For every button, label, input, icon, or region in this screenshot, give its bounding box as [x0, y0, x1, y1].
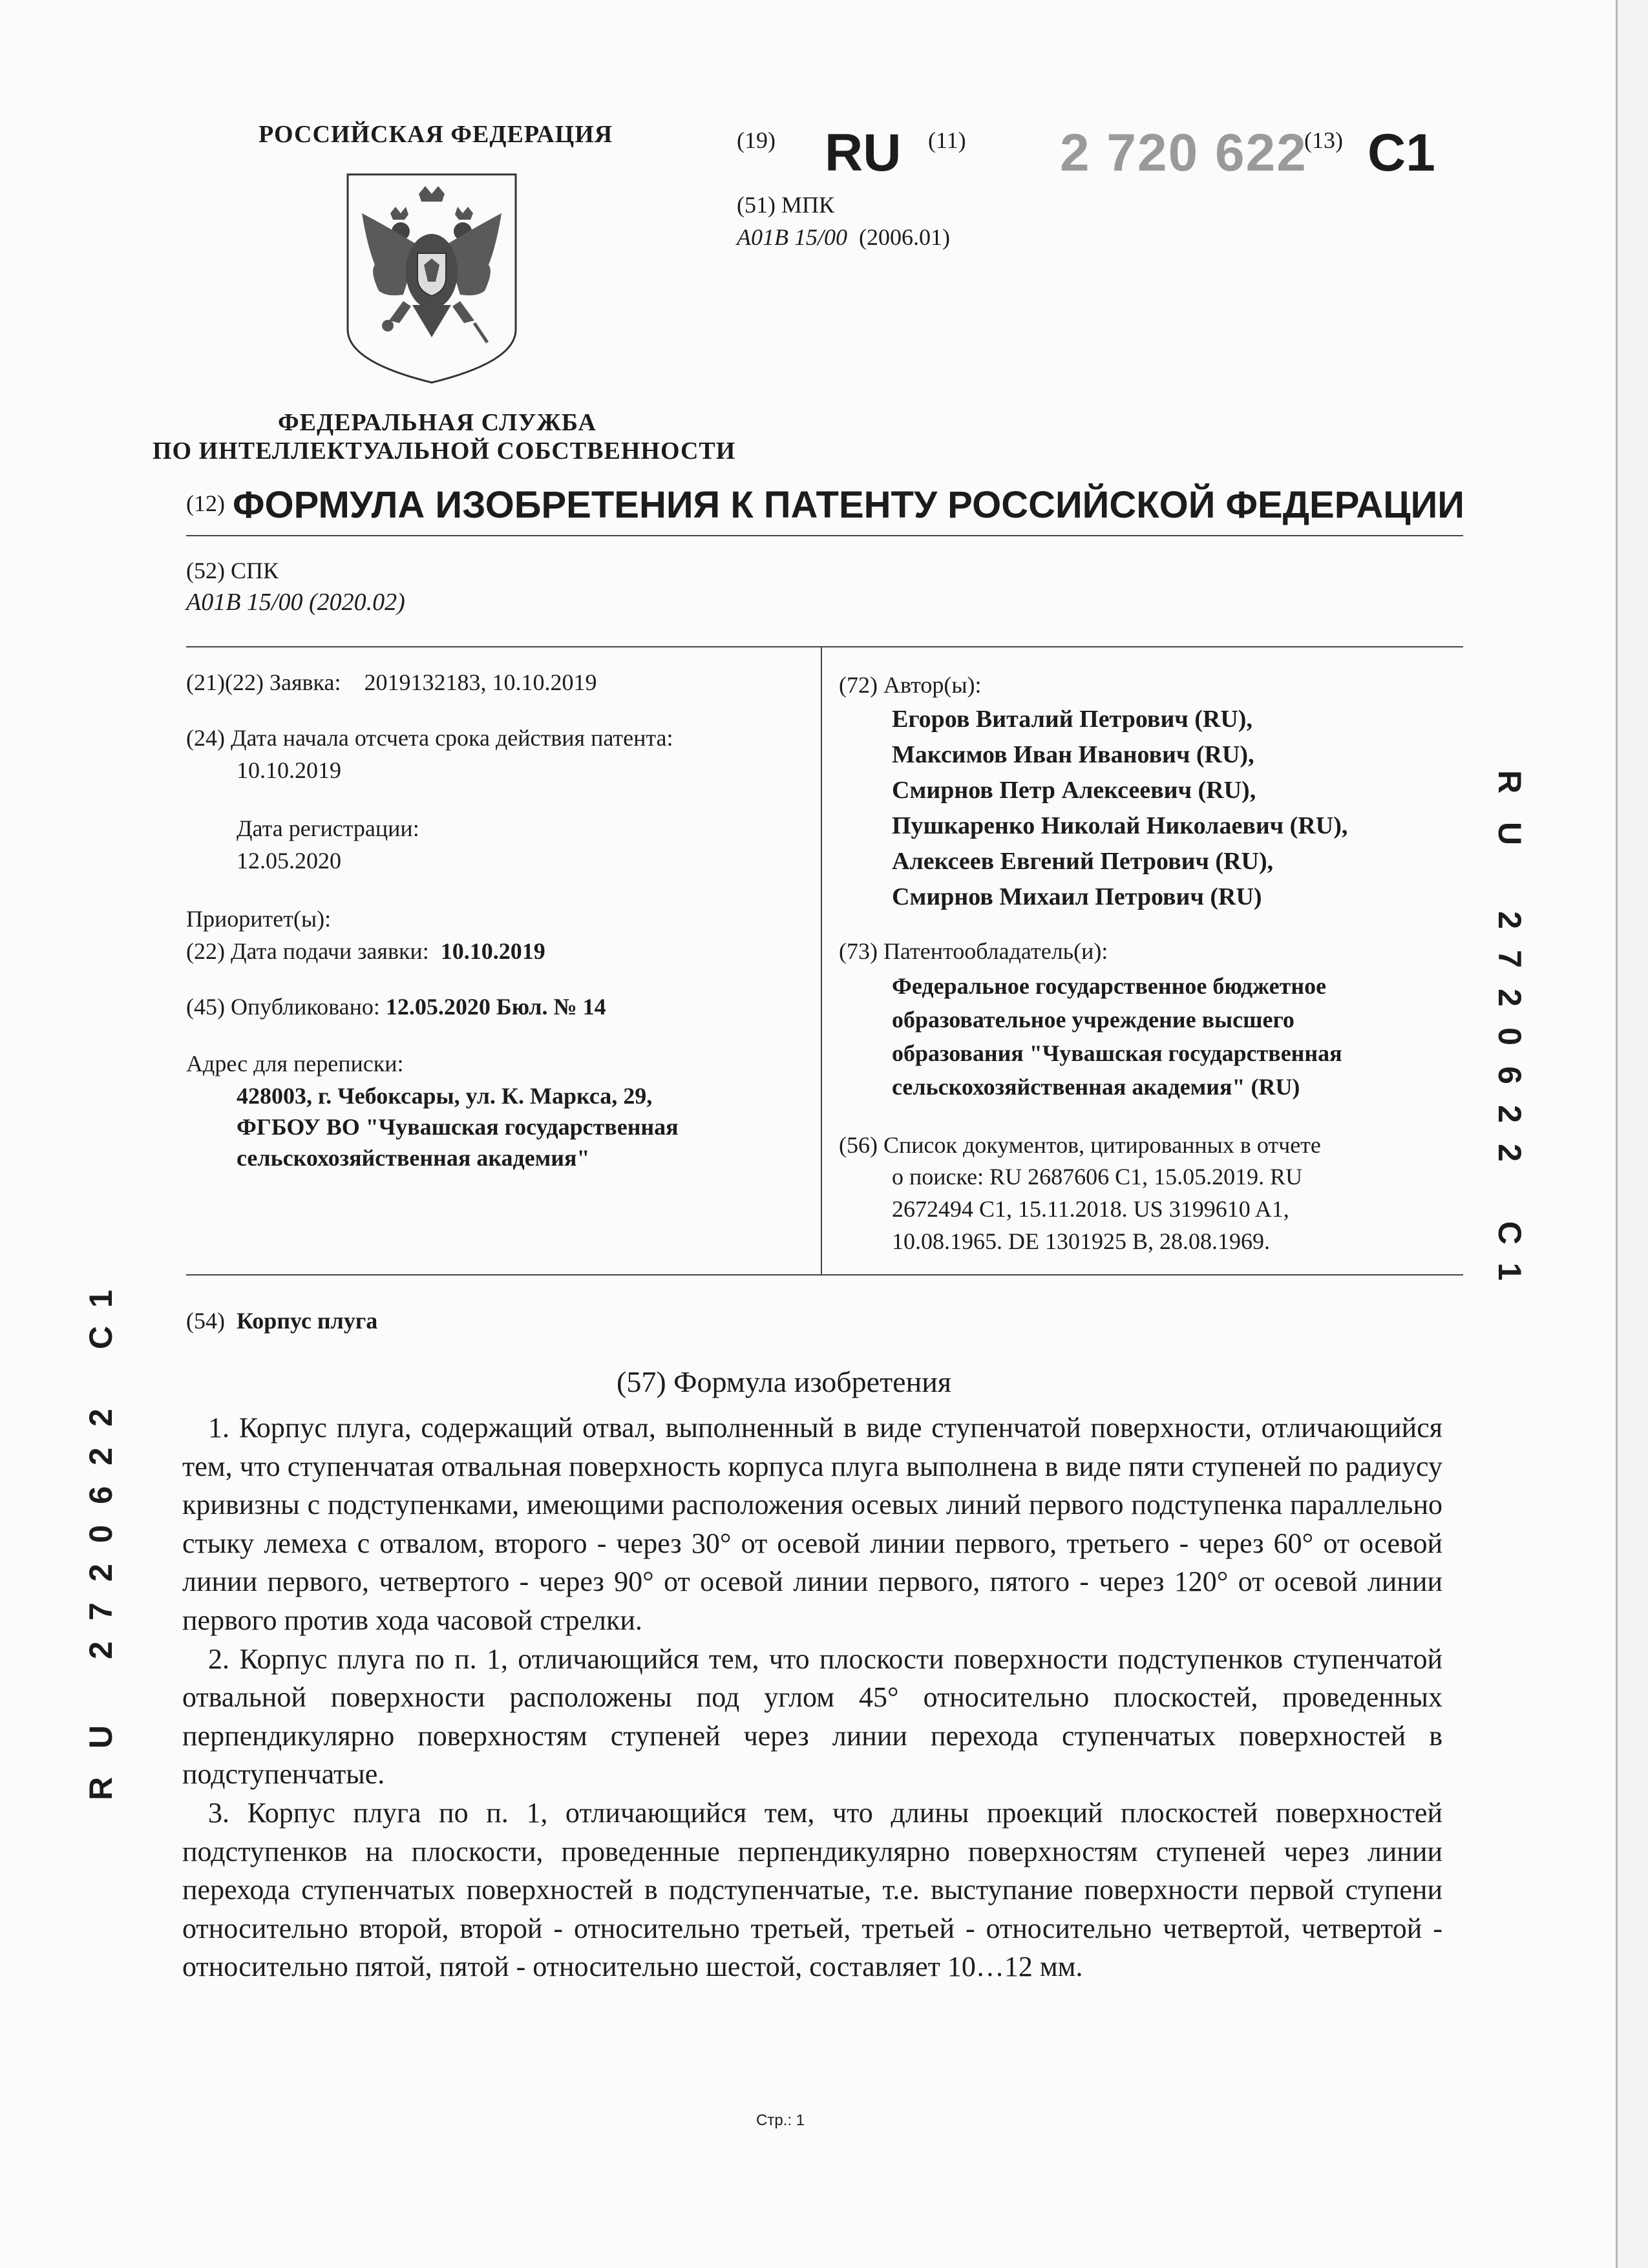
mpk-value: [737, 224, 950, 251]
inid-code-11: (11): [928, 127, 966, 153]
service-name-line2: ПО ИНТЕЛЛЕКТУАЛЬНОЙ СОБСТВЕННОСТИ: [153, 437, 736, 465]
published-row: [186, 991, 606, 1022]
address-block: [237, 1080, 679, 1173]
author-name: Смирнов Петр Алексеевич (RU),: [892, 777, 1256, 804]
spk-value: A01B 15/00 (2020.02): [186, 589, 405, 616]
application-row: [186, 667, 597, 698]
document-title: ФОРМУЛА ИЗОБРЕТЕНИЯ К ПАТЕНТУ РОССИЙСКОЙ ФЕДЕРАЦИИ: [233, 484, 1464, 526]
author-name: Пушкаренко Николай Николаевич (RU),: [892, 812, 1348, 839]
cited-line: о поиске: RU 2687606 C1, 15.05.2019. RU: [892, 1164, 1303, 1190]
side-char: 2: [1492, 911, 1528, 929]
start-date-value: 10.10.2019: [237, 757, 341, 783]
side-char: 2: [83, 1409, 119, 1427]
column-divider: [821, 646, 822, 1276]
owner-line: образовательное учреждение высшего: [892, 1007, 1294, 1033]
coat-of-arms-emblem: [341, 168, 522, 388]
author-name: Алексеев Евгений Петрович (RU),: [892, 848, 1274, 875]
side-char: 2: [1492, 1144, 1528, 1162]
mpk-year: (2006.01): [858, 224, 950, 250]
published-label: (45) Опубликовано:: [186, 994, 380, 1020]
cited-label: (56) Список документов, цитированных в отчете: [839, 1132, 1321, 1158]
invention-row: [186, 1305, 377, 1336]
application-value: 2019132183, 10.10.2019: [364, 669, 597, 695]
published-value: 12.05.2020 Бюл. № 14: [385, 994, 606, 1020]
side-char: U: [1492, 821, 1528, 846]
country-name: РОССИЙСКАЯ ФЕДЕРАЦИЯ: [259, 121, 613, 148]
side-char: 1: [83, 1290, 119, 1308]
spk-label: (52) СПК: [186, 558, 279, 583]
kind-code: C1: [1368, 123, 1435, 182]
side-number-right: [1484, 762, 1536, 1291]
country-code: RU: [825, 123, 902, 182]
owner-line: Федеральное государственное бюджетное: [892, 973, 1327, 999]
author-name: Смирнов Михаил Петрович (RU): [892, 883, 1262, 910]
mpk-class: A01B 15/00: [737, 224, 847, 250]
owner-block: [892, 969, 1342, 1104]
author-name: Егоров Виталий Петрович (RU),: [892, 706, 1252, 733]
filing-label: (22) Дата подачи заявки:: [186, 938, 429, 964]
inid-code-13: (13): [1304, 127, 1343, 153]
claims-text: [182, 1409, 1442, 1986]
claims-title: (57) Формула изобретения: [617, 1365, 951, 1398]
cited-line: 10.08.1965. DE 1301925 B, 28.08.1969.: [892, 1228, 1270, 1254]
patent-number: 2 720 622: [1060, 123, 1307, 182]
filing-row: [186, 936, 545, 967]
registration-label: Дата регистрации:: [237, 815, 419, 841]
title-code: (12): [186, 490, 225, 516]
owner-line: сельскохозяйственная академия" (RU): [892, 1074, 1300, 1100]
side-char: 0: [1492, 1027, 1528, 1045]
claim-1: 1. Корпус плуга, содержащий отвал, выполненный в виде ступенчатой поверхности, отличающийся тем, что ступенчатая отвальная поверхность корпуса плуга выполнена в виде пяти ступеней по радиусу кривизны с подступенками, имеющими расположения осевых линий первого подступенка параллельно стыку лемеха с отвалом, второго - через 30° от осевой линии первого, третьего - через 60° от осевой линии первого, четвертого - через 90° от осевой линии первого, пятого - через 120° от осевой линии первого против хода часовой стрелки.: [182, 1412, 1442, 1636]
invention-code: (54): [186, 1308, 225, 1334]
invention-name: Корпус плуга: [236, 1308, 378, 1334]
page-number: Стр.: 1: [756, 2112, 805, 2129]
side-number-left: [75, 1279, 127, 1808]
address-line: 428003, г. Чебоксары, ул. К. Маркса, 29,: [237, 1083, 653, 1109]
section-rule-top: [186, 646, 1463, 647]
side-char: 2: [83, 1447, 119, 1465]
side-char: 7: [83, 1602, 119, 1621]
cited-block: [892, 1160, 1302, 1257]
mpk-label: (51) МПК: [737, 192, 834, 218]
service-name-line1: ФЕДЕРАЛЬНАЯ СЛУЖБА: [278, 409, 597, 436]
side-char: C: [83, 1325, 119, 1350]
title-rule: [186, 535, 1463, 536]
side-char: R: [1492, 770, 1528, 794]
side-gap: [75, 1670, 127, 1717]
side-char: 2: [83, 1564, 119, 1582]
author-name: Максимов Иван Иванович (RU),: [892, 741, 1254, 768]
claim-3: 3. Корпус плуга по п. 1, отличающийся тем, что длины проекций плоскостей поверхностей подступенков на плоскости, проведенные перпендикулярно поверхностям ступеней через линии перехода ступенчатых поверхностей в подступенчатые, т.е. выступание поверхности первой ступени относительно второй, второй - относительно третьей, третьей - относительно четвертой, четвертой - относительно пятой, пятой - относительно шестой, составляет 10…12 мм.: [182, 1796, 1442, 1983]
side-char: R: [83, 1776, 119, 1801]
filing-value: 10.10.2019: [440, 938, 545, 964]
application-label: (21)(22) Заявка:: [186, 669, 341, 695]
side-char: 1: [1492, 1263, 1528, 1281]
side-char: 2: [1492, 989, 1528, 1007]
start-date-label: (24) Дата начала отсчета срока действия патента:: [186, 725, 673, 751]
side-char: 6: [83, 1486, 119, 1504]
side-char: 7: [1492, 950, 1528, 968]
address-line: сельскохозяйственная академия": [237, 1145, 590, 1171]
side-char: C: [1492, 1221, 1528, 1245]
authors-list: [892, 702, 1347, 915]
side-gap: [1484, 853, 1536, 901]
registration-value: 12.05.2020: [237, 848, 341, 874]
cited-line: 2672494 C1, 15.11.2018. US 3199610 A1,: [892, 1196, 1289, 1222]
authors-label: (72) Автор(ы):: [839, 672, 982, 698]
section-rule-bottom: [186, 1274, 1463, 1276]
side-char: 0: [83, 1525, 119, 1543]
side-char: 6: [1492, 1066, 1528, 1084]
inid-code-19: (19): [737, 127, 776, 153]
claim-2: 2. Корпус плуга по п. 1, отличающийся тем, что плоскости поверхности подступенков ступенчатой отвальной поверхности расположены под углом 45° относительно плоскостей, проведенных перпендикулярно поверхностям ступеней через линии перехода ступенчатых поверхностей в подступенчатые.: [182, 1643, 1442, 1790]
address-line: ФГБОУ ВО "Чувашская государственная: [237, 1114, 679, 1140]
side-char: U: [83, 1725, 119, 1749]
owner-label: (73) Патентообладатель(и):: [839, 938, 1108, 964]
address-label: Адрес для переписки:: [186, 1051, 404, 1076]
side-char: 2: [83, 1641, 119, 1659]
side-char: 2: [1492, 1105, 1528, 1123]
priority-label: Приоритет(ы):: [186, 906, 332, 932]
owner-line: образования "Чувашская государственная: [892, 1040, 1342, 1066]
